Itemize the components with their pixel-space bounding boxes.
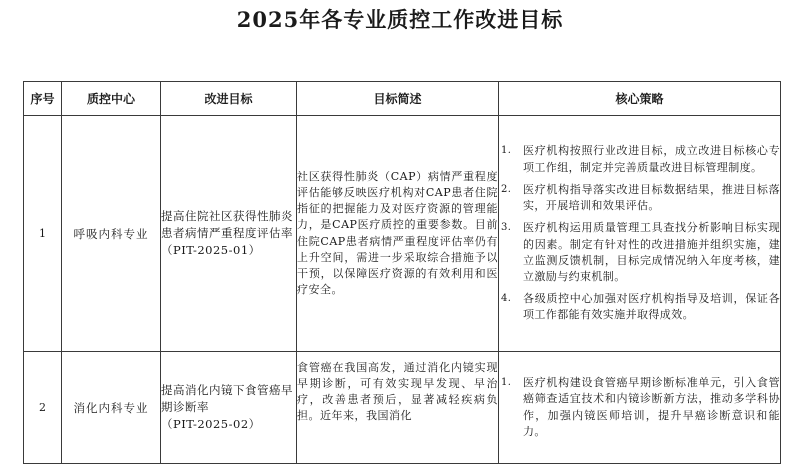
- goal-code: （PIT-2025-02）: [161, 417, 261, 431]
- strategy-number: 1.: [501, 145, 512, 157]
- strategy-number: 2.: [501, 183, 512, 195]
- goal-text: 提高住院社区获得性肺炎患者病情严重程度评估率: [161, 209, 293, 240]
- document-title: 2025年各专业质控工作改进目标: [236, 7, 564, 32]
- strategy-list: [499, 143, 780, 323]
- row-strategy: [499, 352, 781, 464]
- header-desc: 目标简述: [297, 82, 499, 116]
- strategy-number: 3.: [501, 222, 512, 234]
- strategy-list: [499, 375, 780, 440]
- goal-code: （PIT-2025-01）: [161, 243, 261, 257]
- strategy-text: 医疗机构指导落实改进目标数据结果，推进目标落实，开展培训和效果评估。: [523, 182, 780, 213]
- table-row: [24, 116, 781, 352]
- strategy-text: 医疗机构运用质量管理工具查找分析影响目标实现的因素。制定有针对性的改进措施并组织实施，建立监测反馈机制，目标完成情况纳入年度考核，建立激励与约束机制。: [523, 221, 780, 283]
- row-center: 消化内科专业: [62, 352, 161, 464]
- row-seq: 2: [24, 352, 62, 464]
- row-strategy: [499, 116, 781, 352]
- strategy-item: [499, 143, 780, 175]
- row-goal: [161, 116, 297, 352]
- table-header-row: [24, 82, 781, 116]
- strategy-number: 1.: [501, 377, 512, 389]
- table-row: [24, 352, 781, 464]
- row-goal: [161, 352, 297, 464]
- strategy-item: [499, 375, 780, 440]
- desc-text: 食管癌在我国高发，通过消化内镜实现早期诊断，可有效实现早发现、早治疗，改善患者预后，显著减轻疾病负担。近年来，我国消化: [297, 360, 498, 423]
- strategy-text: 各级质控中心加强对医疗机构指导及培训，保证各项工作都能有效实施并取得成效。: [523, 292, 780, 322]
- row-desc: 社区获得性肺炎（CAP）病情严重程度评估能够反映医疗机构对CAP患者住院指征的把握能力及对医疗资源的管理能力，是CAP医疗质控的重要参数。目前住院CAP患者病情严重程度评估率仍有上升空间，需进一步采取综合措施予以干预，以保障医疗资源的有效利用和医疗安全。: [297, 116, 499, 352]
- row-desc: [297, 352, 499, 464]
- row-center: 呼吸内科专业: [62, 116, 161, 352]
- strategy-text: 医疗机构建设食管癌早期诊断标准单元，引入食管癌筛查适宜技术和内镜诊断新方法，推动多学科协作，加强内镜医师培训，提升早癌诊断意识和能力。: [523, 376, 780, 438]
- header-seq: 序号: [24, 82, 62, 116]
- header-center: 质控中心: [62, 82, 161, 116]
- strategy-item: [499, 182, 780, 214]
- header-strategy: 核心策略: [499, 82, 781, 116]
- header-goal: 改进目标: [161, 82, 297, 116]
- targets-table: [23, 81, 781, 464]
- strategy-number: 4.: [501, 293, 512, 305]
- strategy-item: [499, 220, 780, 285]
- strategy-text: 医疗机构按照行业改进目标，成立改进目标核心专项工作组，制定并完善质量改进目标管理制度。: [523, 144, 780, 174]
- row-seq: 1: [24, 116, 62, 352]
- strategy-item: [499, 291, 780, 323]
- goal-text: 提高消化内镜下食管癌早期诊断率: [161, 383, 293, 414]
